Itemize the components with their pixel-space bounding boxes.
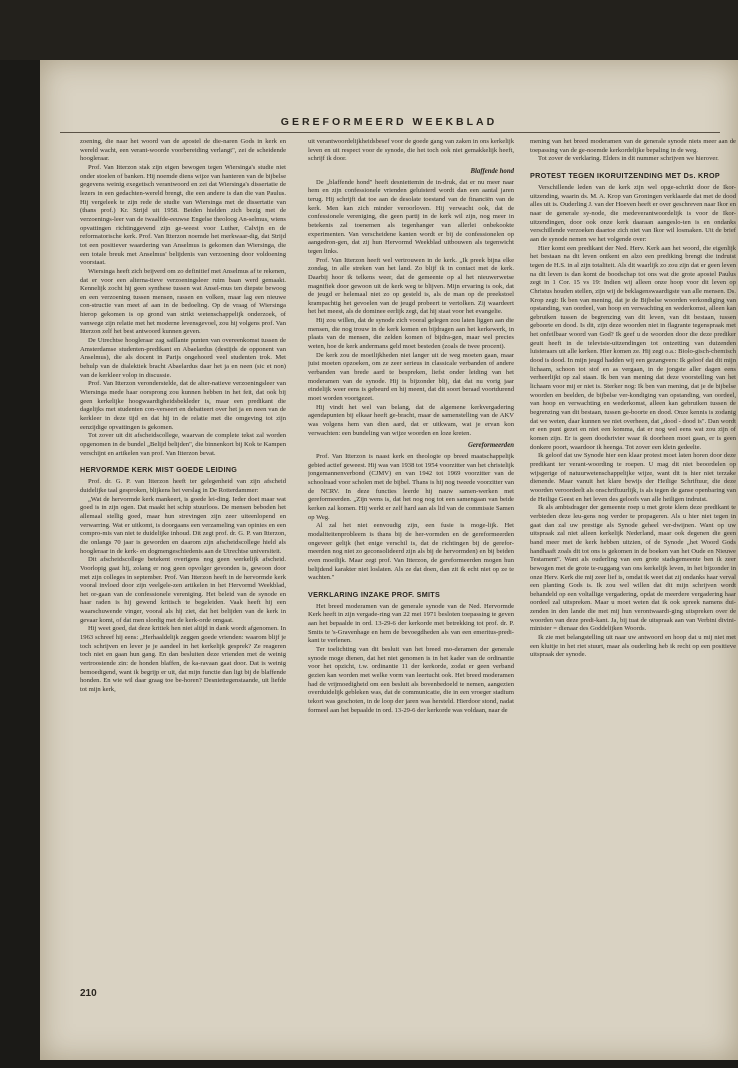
paragraph: De kerk zou de moeilijkheden niet langer uit de weg moeten gaan, maar juist moeten opzoeken, om ze zeer serieus in classicale verbanden of andere verbanden van brede aard te bespreken, liefst onder leiding van het moderamen van de synode. Hij is bijzonder blij, dat dat nu vorig jaar eindelijk weer eens is gebeurd en hij meent, dat dit soort beraad voortdurend moet worden voortgezet. [308,351,514,403]
paragraph: Dit afscheidscollege betekent overigens nog geen werkelijk afscheid. Voorlopig gaat hij, zolang er nog geen opvolger gevonden is, gewoon door met zijn colleges in september. Prof. Van Itterzon heeft in de hervormde kerk vooral invloed door zijn veelgele-zen artikelen in het Hervormd Weekblad, het or-gaan van de confessionele vereniging. Het beleid van de synode en haar raden is hij gewend kritisch te begeleiden. Vaak heeft hij een waarschuwende vinger, vooral als hij ziet, dat het belijden van de kerk in gevaar komt, of dat men slordig met de kerk-orde omgaat. [80,556,286,624]
paragraph: Al zal het niet eenvoudig zijn, een fusie is moge-lijk. Het modaliteitenprobleem is thans bij de her-vormden en de gereformeerden ongeveer gelijk (het enige verschil is, dat de richtingen bij de gerefor-meerden nog niet zo geconsolideerd zijn als bij de hervormden) en bij beiden even moeilijk. Maar zegt prof. Van Itterzon, de gereformeerden mogen hun belijdend karakter niet loslaten. Als ze dat doen, dan zit ik echt niet op ze te wachten." [308,522,514,582]
paragraph: Prof. Van Itterzon veronderstelde, dat de alter-natieve verzoeningsleer van Wiersinga mede haar oorsprong zou kunnen hebben in het feit, dat ook bij geen kerkelijke hoogwaardigheidsbekleder is, maar een predikant die dagelijks met studenten con-verseert en debatteert over het ja en neen van de kerkleer in deze tijd en dat hij in de relatie met die omgeving tot zijn eenzijdige opvattingen is gekomen. [80,380,286,431]
column-2 [308,138,514,968]
paragraph: Wiersinga heeft zich beijverd om zo definitief met Anselmus af te rekenen, dat er voor een alterna-tieve verzoeningsleer ruim baan werd gemaakt. Kennelijk zocht hij geen synthese tussen wat Ansel-mus ten diepste bewoog en een verzoening tussen mensen, rassen en volken, maar lag een nieuwe con-structie van meet af aan in de bedoeling. Op de vraag of Wiersinga hierop gekomen is op grond van strikt wetenschappelijk onderzoek, of vanwege zijn relatie met het moderne levensgevoel, zou hij volgens prof. Van Itterzon zelf het best antwoord kunnen geven. [80,267,286,336]
paragraph: Ter toelichting van dit besluit van het breed mo-deramen der generale synode moge dienen, dat het niet genomen is in het kader van de ordinantie voor het opzicht, t.w. ordinantie 11 der kerkorde, zodat er geen verband gezien kan worden met welke vorm van leertucht ook. Het breed moderamen had de vrijmoedigheid om een besluit als bovenbedoeld te nemen, aangezien overduidelijk gebleken was, dat de communicatie, die in een vroeger stadium tekort was geschoten, in de loop der jaren was hersteld. Hierdoor stond, nadat formeel aan het bepaalde in ord. 13-29-6 der kerkorde was voldaan, naar de [308,646,514,714]
paragraph: Prof. Van Itterzon stak zijn eigen bewogen tegen Wiersinga's studie niet onder stoelen of banken. Hij noemde diens wijze van hanteren van de bijbelse gegevens weinig exegetisch verantwoord en zei dat Wiersinga's dissertatie de lezers in een gedachten-wereld brengt, die een andere is dan die van Paulus. Hij vergeleek te zijn rede de studie van Wiersinga met de dissertatie van (thans prof.) Kr. Strijd uit 1958. Beiden hielden zich bezig met de verzoenings-leer van de twaalfde-eeuwse Engelse theoloog An-selmus, wiens opvattingen richtinggevend zijn ge-weest voor Luther, Calvijn en de reformatorische kerk. Prof. Van Itterzon noemde het merkwaar-dig, dat Strijd tot een positiever waardering van Anselmus is gekomen dan Wiersinga, die een totale breuk met Anselmus' belijdenis van verzoening door voldoening voorstaat. [80,163,286,267]
paragraph: Ik als ambtsdrager der gemeente roep u met grote klem deze predikant te verbieden deze leu-gens nog verder te propageren. Als u hier niet tegen in gaat dan zal uw prestige als Synode geheel ver-dwijnen. Want op uw uitspraak zal niet alleen kerkelijk Nederland, maar ook degenen die geen band meer met de kerk hebben uitzien, of de Synode „het Woord Gods handhaaft zoals dit tot ons is gekomen in de boeken van het Oude en Nieuwe Testament". Want als ouderling van een grote stadsgemeente ben ik zeer bewogen met de grote te-ruggang van ons kerkelijk leven, in het bijzonder in onze Herv. Kerk die mij zeer lief is, omdat ik weet dat zij ondanks haar verval een planting Gods is. Ik zou wel willen dat dit mijn schrijven wordt behandeld op een voltallige vergadering, opdat de meerdere vergadering haar oordeel zal uitspreken. Maar u moet weten dat ik ook spreek namens dui-zenden in den lande die met mij hun verontwaardi-ging uitspreken over de woorden van deze predi-kant. Ja, bij tuat de uitspraak aan van Verbini divini-minister = dienaar des Goddelijken Woords. [530,504,736,633]
paragraph: „Wat de hervormde kerk mankeert, is goede lei-ding. Ieder doet maar wat goed is in zijn ogen. Dat maakt het schip stuurloos. De mensen beboden het allemaal stellig goed, maar hun strevingen zijn zeer uiteenlopend en verwarring. Wat er uitkomt, is doorgaans een verzameling van opinies en een compro-mis van niet te duidelijke inhoud. Dit zegt prof. dr. G. P. van Itterzon, die onlangs 70 jaar is geworden en daarom zijn afscheidscollege hield als hoogleraar in de kerk- en dogmengeschiedenis aan de Utrechtse universiteit. [80,495,286,555]
paragraph: Prof. Van Itterzon is naast kerk en theologie op breed maatschappelijk gebied actief geweest. Hij was van 1938 tot 1954 voorzitter van het christelijk jongemannenverbond (CJMV) en van 1942 tot 1969 voorzitter van de schoolraad voor scholen met de bijbel. Thans is hij nog tweede voorzitter van de NCRV. In deze functies leerde hij nauw samen-werken met gereformeerden. „Zijn wens is, dat het nog nog tot een samengaan van beide kerken zal komen. Hij werkt er zelf hard aan als lid van de commissie Samen op Weg. [308,452,514,521]
paragraph: Hij zou willen, dat de synode zich vooral gelegen zou laten liggen aan die mensen, die nog trouw in de kerk komen en bijdragen aan het kerkewerk, in plaats van de mensen, die zelden komen of bijdra-gen, maar wel precies weten, hoe de kerk andermans geld moet besteden (zoals de twee procent). [308,317,514,351]
paragraph: Prof. dr. G. P. van Itterzon heeft ter gelegenheid van zijn afscheid duidelijke taal gesproken, blijkens het verslag in De Rotterdammer: [80,478,286,494]
article-heading: HERVORMDE KERK MIST GOEDE LEIDING [80,465,238,475]
article-heading: VERKLARING INZAKE PROF. SMITS [308,589,441,599]
column-3 [530,138,736,968]
paragraph: zoening, die naar het woord van de apostel de die-naren Gods in kerk en wereld wacht, een verant-woorde voorbereiding verlangt", zei de scheidende hoogleraar. [80,138,286,163]
paragraph: mening van het breed moderamen van de generale synode niets meer aan de toepassing van de ge-noemde kerkordelijke bepaling in de weg. [530,138,736,154]
paragraph: De Utrechtse hoogleraar zag saillante punten van overeenkomst tussen de Amsterdamse studenten-predikant en Abaelardus (destijds de opponent van Anselmus), die als docent in Parijs ongehoord veel studenten trok. Met behulp van de dialektiek bracht Abaelardus daar het ja en neen (sic et non) van de kerkleer volop in discussie. [80,337,286,379]
paragraph: De „blaffende hond" heeft desniettemin de in-druk, dat er nu meer naar hem en zijn confessionele vrienden geluisterd wordt dan een aantal jaren terug. Hij schrijft dat toe aan de desolate toestand van de financiën van de kerk. Men kan zich minder veroorloven. Hij verwacht ook, dat de confessionele vereniging, die geen partij in de kerk wil zijn, nog meer in betekenis zal toenemen als tegenhanger van allerlei onbekookte experimenten. Van verscheidene kanten wordt er bij de confessionelen op aangedron-gen, dat zij hun Hervormd Weekblad uitbouwen als tegenwicht tegen links. [308,178,514,255]
article-heading: PROTEST TEGEN IKORUITZENDING MET Ds. KROP [530,170,721,180]
paragraph: Hij weet goed, dat deze kritiek hen niet altijd in dank wordt afgenomen. In 1963 schreef hij eens: „Herhaaldelijk zeggen goede vrienden: waarom blijf je toch schrijven en lever je je aandeel in het kerkelijk gesprek? Ze reageren toch niet en gaan hun gang. En dan besluiten deze vrienden met de weinig vertroostende zin: de honden blaffen, de ka-ravaan gaat door. Dat is weinig bemoedigend, want ik begrijp er uit, dat mijn functie dan ligt bij de blaffende honden. En wie wil daar graag toe be-horen? Desniettegenstaande, uit liefde tot mijn kerk, [80,625,286,694]
paragraph: Ik geloof dat uw Synode hier een klaar protest moet laten horen door deze predikant ter verant-woording te roepen. U mag dit niet beoordelen op wijsgerige of natuurwetenschappelijke wijze, want dit is hier niet terzake dienende. Maar vanuit het klare bewijs der Heilige Schriftuur, die deze woorden veroordeelt als onschriftuurlijk, is als tegen de ganse openbaring van de Heilige Geest en het leven des geloofs van alle heiligen indruist. [530,452,736,503]
scan-border [0,0,738,60]
header-rule [60,132,720,133]
paragraph: Prof. Van Itterzon heeft wel vertrouwen in de kerk. „Ik preek bijna elke zondag, in alle streken van het land. Zo blijf ik in contact met de kerk. Daarbij hoor ik telkens weer, dat de gemeente op al het nieuwerwetse magnifiek door gewoon uit de kerk weg te blijven. Mijn ervaring is ook, dat de jeugd er helemaal niet zo op gesteld is, als de man op de preekstoel krampachtig het gevoelen van de jeugd probeert te vertolken. Zij waardeert het het meest, als de dominee eerlijk zegt, dat hij staat voor het evangelie. [308,256,514,316]
paragraph: Tot zover de verklaring. Elders in dit nummer schrijven we hierover. [538,155,719,163]
newspaper-page [40,60,738,1060]
paragraph: Ik zie met belangstelling uit naar uw antwoord en hoop dat u mij niet met een kluitje in het riet stuurt, maar als ouderling heb ik recht op een positieve uitspraak der synode. [530,634,736,659]
paragraph: Hij vindt het wel van belang, dat de algemene kerkvergadering agendapunten bij elkaar heeft ge-bracht, maar de samenstelling van de AKV was volgens hem van dien aard, dat er uitkwam, wat je ervan kon verwachten: een bundeling van wijze woorden en loze kreten. [308,403,514,437]
paragraph: Verschillende leden van de kerk zijn wel opge-schrikt door de Ikor-uitzending, waarin ds. M. A. Krop van Groningen verklaarde dat met de dood alles uit is. Ouderling J. van der Hoeven heeft er over geschreven naar Ikor en naar de generale sy-node, die medeverantwoordelijk is voor de Ikor-uitzendingen, door ook onze kerk daaraan aangeslo-ten is en ondanks verschillende verzoeken daartoe zich niet van Ikor wil losmaken. Uit de brief aan de synode nemen we het volgende over: [530,183,736,243]
paragraph: uit verantwoordelijkheidsbesef voor de goede gang van zaken in ons kerkelijk leven en uit respect voor de synode, die het toch ook niet gemakkelijk heeft, schrijf ik door. [308,138,514,163]
masthead-title: GEREFORMEERD WEEKBLAD [280,116,498,128]
column-1 [80,138,286,968]
subheading: Gereformeerden [467,442,514,450]
subheading: Blaffende hond [470,167,514,175]
paragraph: Tot zover uit dit afscheidscollege, waarvan de complete tekst zal worden opgenomen in de bundel „Belijd belijden", die binnenkort bij Kok te Kampen verschijnt en artikelen van prof. Van Itterzon bevat. [80,432,286,457]
page-number: 210 [80,988,97,999]
paragraph: Hier komt een predikant der Ned. Herv. Kerk aan het woord, die eigenlijk het bestaan na dit leven ontkent en alzo een prediking brengt die indruist tegen de H.S. in al zijn totaliteit. Als dit waarlijk zo zou zijn dat er geen leven na dit leven is dan komt de boodschap tot ons wat die grote apostel Paulus zegt in 1 Cor. 15 vs 19: Indien wij alleen onze hoop voor dit leven op Christus houden stellen, zijn wij de beklagenswaardigste van alle mensen. Ds. Krop zegt: Ik ben van mening, dat je de Bijbelse woorden verkondiging van opstanding, van oordeel, van hoop en verwachting en wederkomst, alleen kan gebruiken tussen de begrenzing van dit leven, van dit bestaan, tussen geboorte en dood. Is dit, zijn deze woorden niet in flagrante tegenspraak met het onfeilbaar woord van God? Ik geef u de woorden door die deze prediker geuit heeft in de televisie-uitzendingen tot ontzetting van duizenden luisteraars uit alle kerken. Hier komen ze. Hij zegt o.a.: Biolo-gisch-chemisch dood is dood. In mijn jeugd hadden wij een gezangvers: Ik geloof dat dit mijn lichaam, schoon tot stof en as vergaan, in de jongste aller dagen eens verheerlijkt op zal staan. Ik ben van mening dat deze voorstelling van het lichaam voor mij er niet is. Sterker nog: Ik ben van mening, dat je de bijbelse woorden en beelden, de bijbelse ver-kondiging van opstanding, van oordeel, van hoop en verwachting en wederkomst, alleen kan gebruiken tussen de begrenzing van dit bestaan, tussen ge-boorte en dood. Onze kennis is zodanig dat we weten, daar kunnen we niet overheen, dat „dood - dood is". Dan wordt er een punt gezet en niet een komma, dat er nog wel eens wat zou zijn of komen zijn. Er is geen doodsrivier waar ik doorheen moet gaan, er is geen donkere poort, waardoor ik heenga. Tot zover een klein gedeelte. [530,244,736,451]
paragraph: Het breed moderamen van de generale synode van de Ned. Hervormde Kerk heeft in zijn vergade-ring van 22 mei 1971 besloten toepassing te geven aan het bepaalde in ord. 13-29-6 der kerkorde met betrekking tot prof. dr. P. Smits te 's-Gravenhage en hem de bevoegdheden als van een emeritus-predi-kant te verlenen. [308,602,514,645]
